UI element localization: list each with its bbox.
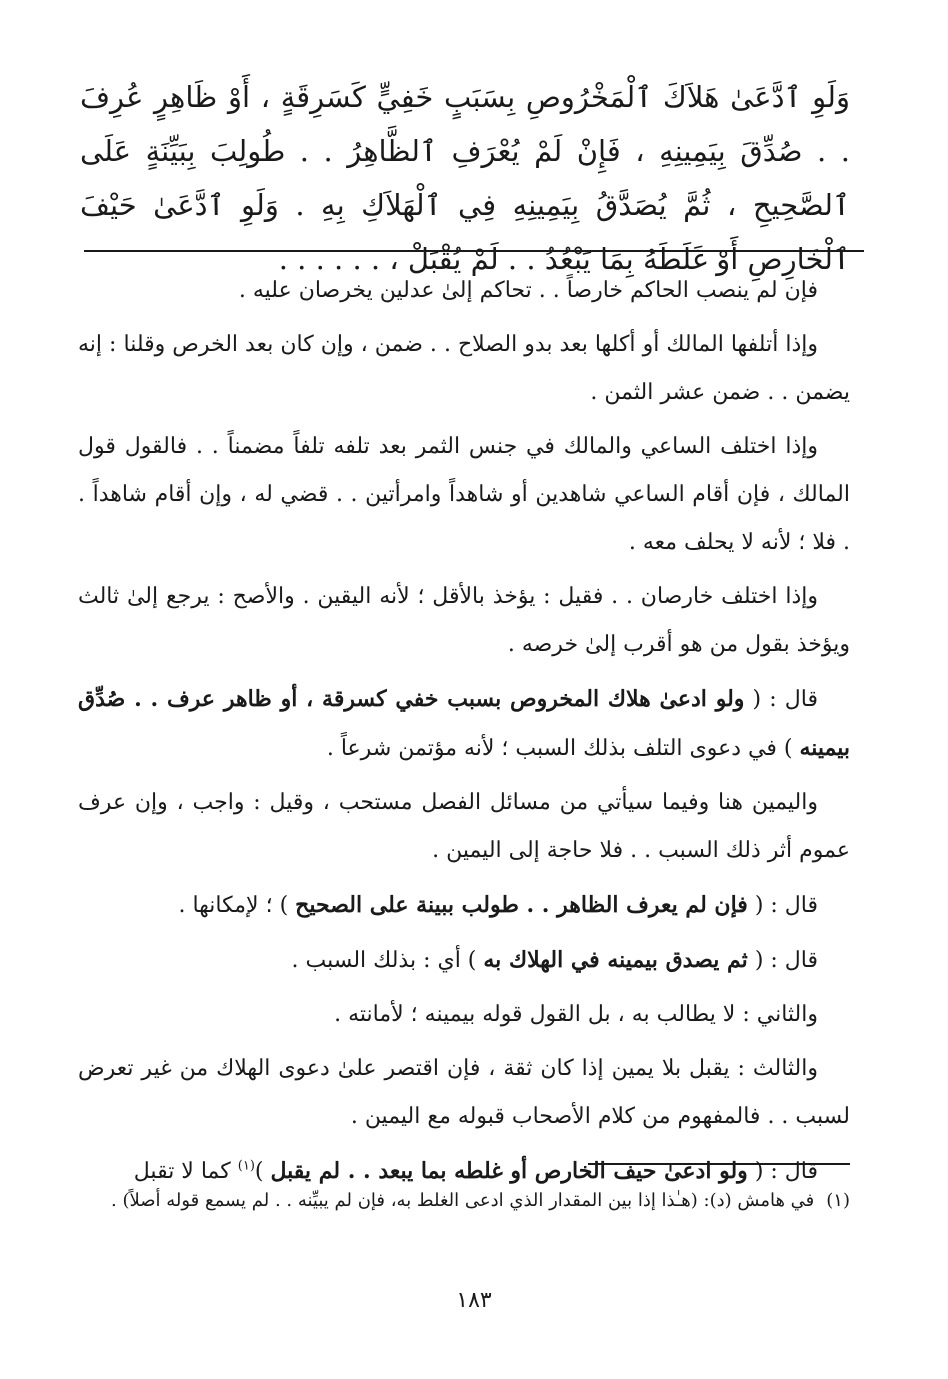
commentary-paragraph: فإن لم ينصب الحاكم خارصاً . . تحاكم إلىٰ عدلين يخرصان عليه . xyxy=(238,278,818,303)
commentary-paragraph: والثالث : يقبل بلا يمين إذا كان ثقة ، فإن اقتصر علىٰ دعوى الهلاك من غير تعرض لسبب . . فالمفهوم من كلام الأصحاب قبوله مع اليمين . xyxy=(78,1056,850,1129)
commentary-paragraph: وإذا اختلف الساعي والمالك في جنس الثمر بعد تلفه تلفاً مضمناً . . فالقول قول المالك ، فإن أقام الساعي شاهدين أو شاهداً وامرأتين . . قضي له ، وإن أقام شاهداً . . فلا ؛ لأنه لا يحلف معه . xyxy=(78,434,850,555)
quoted-matn: ولو ادعىٰ حيف الخارص أو غلطه بما يبعد . . لم يقبل xyxy=(270,1158,748,1184)
commentary-quote-paragraph: قال : ( ثم يصدق بيمينه في الهلاك به ) أي : بذلك السبب . xyxy=(291,947,818,973)
footnote-number: (١) xyxy=(826,1190,850,1211)
footnote-reference[interactable]: (١) xyxy=(237,1158,255,1174)
commentary-paragraph: واليمين هنا وفيما سيأتي من مسائل الفصل مستحب ، وقيل : واجب ، وإن عرف عموم أثر ذلك السبب . . فلا حاجة إلى اليمين . xyxy=(78,790,850,863)
page-number: ١٨٣ xyxy=(456,1288,492,1313)
commentary-quote-paragraph: قال : ( فإن لم يعرف الظاهر . . طولب ببينة على الصحيح ) ؛ لإمكانها . xyxy=(178,892,818,918)
commentary-paragraph: والثاني : لا يطالب به ، بل القول قوله بيمينه ؛ لأمانته . xyxy=(334,1002,818,1027)
footnote-text: في هامش (د): (هـٰذا إذا بين المقدار الذي ادعى الغلط به، فإن لم يبيِّنه . . لم يسمع قوله أصلاً) . xyxy=(111,1190,815,1211)
main-text-divider xyxy=(84,250,864,252)
quoted-matn: ثم يصدق بيمينه في الهلاك به xyxy=(483,947,748,973)
commentary-paragraph: وإذا أتلفها المالك أو أكلها بعد بدو الصلاح . . ضمن ، وإن كان بعد الخرص وقلنا : إنه يضمن . . ضمن عشر الثمن . xyxy=(78,332,850,405)
commentary-quote-paragraph: قال : ( ولو ادعىٰ هلاك المخروص بسبب خفي كسرقة ، أو ظاهر عرف . . صُدِّق بيمينه ) في دعوى التلف بذلك السبب ؛ لأنه مؤتمن شرعاً . xyxy=(78,686,850,761)
main-text-block xyxy=(80,70,850,286)
commentary-paragraph: وإذا اختلف خارصان . . فقيل : يؤخذ بالأقل ؛ لأنه اليقين . والأصح : يرجع إلىٰ ثالث ويؤخذ بقول من هو أقرب إلىٰ خرصه . xyxy=(78,584,850,657)
commentary-quote-paragraph: قال : ( ولو ادعىٰ حيف الخارص أو غلطه بما يبعد . . لم يقبل )$^{(١)}$ كما لا تقبل xyxy=(133,1158,818,1184)
footnote-divider xyxy=(588,1163,850,1165)
quoted-matn: ولو ادعىٰ هلاك المخروص بسبب خفي كسرقة ، أو ظاهر عرف . . صُدِّق بيمينه xyxy=(78,686,850,761)
quoted-matn: فإن لم يعرف الظاهر . . طولب ببينة على الصحيح xyxy=(295,892,748,918)
main-text: وَلَوِ ٱدَّعَىٰ هَلاَكَ ٱلْمَخْرُوصِ بِسَبَبٍ خَفِيٍّ كَسَرِقَةٍ ، أَوْ ظَاهِرٍ عُرِفَ . . صُدِّقَ بِيَمِينِهِ ، فَإِنْ لَمْ يُعْرَفِ ٱلظَّاهِرُ . . طُولِبَ بِبَيِّنَةٍ عَلَى ٱلصَّحِيحِ ، ثُمَّ يُصَدَّقُ بِيَمِينِهِ فِي ٱلْهَلاَكِ بِهِ . وَلَوِ ٱدَّعَىٰ حَيْفَ ٱلْخَارِصِ أَوْ غَلَطَهُ بِمَا يَبْعُدُ . . لَمْ يُقْبَلْ ، . . . . . . xyxy=(80,80,850,276)
commentary-block xyxy=(78,267,850,1202)
footnote xyxy=(78,1184,850,1217)
